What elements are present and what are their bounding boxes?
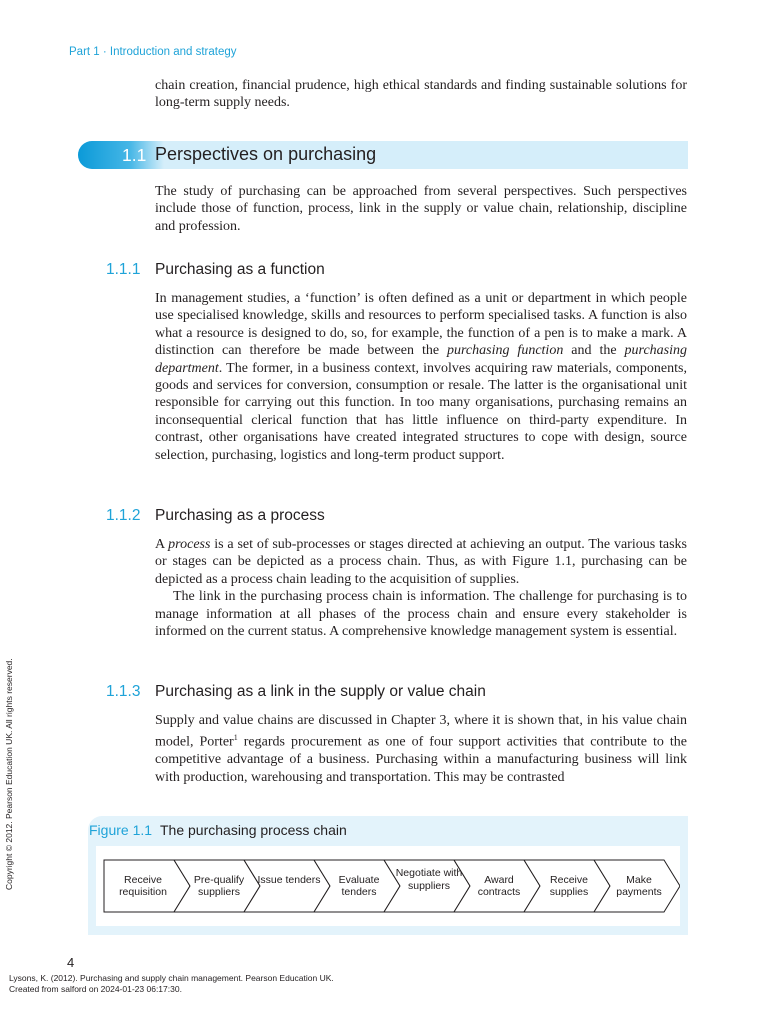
chain-step-label: Evaluate tenders [338, 873, 380, 898]
subsection-1-number: 1.1.1 [106, 261, 141, 278]
subsection-3-title: Purchasing as a link in the supply or value chain [155, 683, 486, 700]
chain-step-label: Pre-qualify suppliers [193, 873, 245, 898]
subsection-1-title: Purchasing as a function [155, 261, 325, 278]
footer-citation [9, 973, 334, 994]
section-banner-cap [78, 141, 164, 169]
side-copyright: Copyright © 2012. Pearson Education UK. All rights reserved. [4, 658, 14, 890]
figure-number: Figure 1.1 [89, 822, 153, 838]
page-number: 4 [67, 955, 75, 970]
subsection-3-number: 1.1.3 [106, 683, 141, 700]
subsection-1-paragraph: In management studies, a ‘function’ is often defined as a unit or department in which people use specialised knowledge, skills and resources to perform specialised tasks. A function is also what a resource is designed to do, so, for example, the function of a pen is to make a mark. A distinction can therefore be made between the purchasing function and the purchasing department. The former, in a business context, involves acquiring raw materials, components, goods and services for conversion, consumption or resale. The latter is the organisational unit responsible for carrying out this function. In too many organisations, purchasing remains an inconsequential clerical function that has little influence on third-party expenditure. In contrast, other organisations have created integrated structures to cope with design, source selection, purchasing, logistics and long-term product support. [155, 291, 687, 463]
footer-line-1: Lysons, K. (2012). Purchasing and supply chain management. Pearson Education UK. [9, 973, 334, 983]
chain-step-label: Receive requisition [119, 873, 167, 898]
section-intro-paragraph: The study of purchasing can be approached from several perspectives. Such perspectives include those of function, process, link in the supply or value chain, relationship, discipline and profession. [155, 184, 687, 234]
chain-step-label: Issue tenders [257, 873, 321, 886]
chain-step-label: Award contracts [477, 873, 521, 898]
subsection-3-paragraph: Supply and value chains are discussed in Chapter 3, where it is shown that, in his value chain model, Porter$^1$ regards procurement as one of four support activities that contribute to the competitive advantage of a business. Purchasing within a manufacturing business will link with production, warehousing and transportation. This may be contrasted [155, 713, 687, 785]
process-chain-diagram [96, 846, 680, 926]
subsection-2-title: Purchasing as a process [155, 507, 325, 524]
section-title: Perspectives on purchasing [155, 144, 377, 164]
running-head: Part 1 · Introduction and strategy [69, 46, 237, 58]
subsection-2-number: 1.1.2 [106, 507, 141, 524]
footer-line-2: Created from salford on 2024-01-23 06:17:30. [9, 983, 182, 994]
chain-step-label: Make payments [616, 873, 662, 898]
chain-step-label: Negotiate with suppliers [395, 867, 463, 892]
section-number: 1.1 [122, 145, 147, 165]
figure-title: The purchasing process chain [160, 822, 347, 838]
subsection-2-paragraphs: A process is a set of sub-processes or stages directed at achieving an output. The various tasks or stages can be depicted as a process chain. Thus, as with Figure 1.1, purchasing can be depicted as a process chain leading to the acquisition of supplies. The link in the purchasing process chain is information. The challenge for purchasing is to manage information at all phases of the process chain and ensure every stakeholder is informed on the current status. A comprehensive knowledge management system is essential. [155, 537, 687, 640]
intro-paragraph: chain creation, financial prudence, high ethical standards and finding sustainable solutions for long-term supply needs. [155, 78, 687, 111]
chain-step-label: Receive supplies [549, 873, 589, 898]
